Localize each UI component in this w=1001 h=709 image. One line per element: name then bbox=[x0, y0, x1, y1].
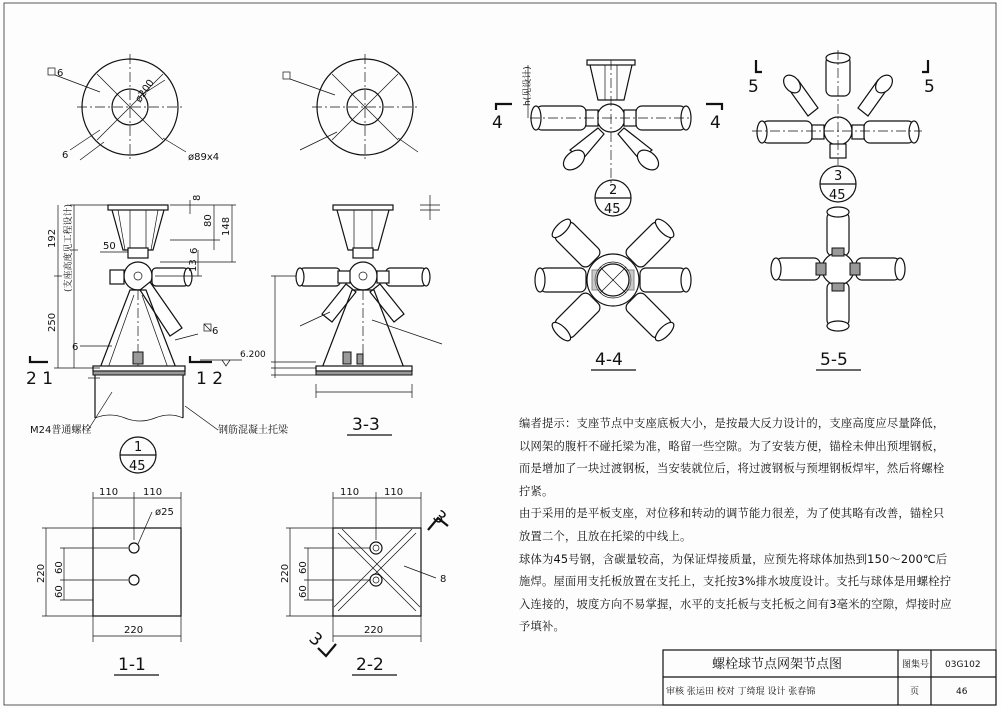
dim-60-b-2: 60 bbox=[298, 585, 309, 598]
dim-220-v-2: 220 bbox=[280, 563, 291, 583]
cut-5-right: 5 bbox=[924, 77, 935, 97]
page-number: 46 bbox=[956, 687, 968, 697]
elevation-mark: 6.200 bbox=[240, 350, 266, 360]
cut-mark-left: 2 1 bbox=[26, 369, 54, 389]
detail-ref-3 bbox=[820, 166, 856, 203]
dim-60-a-1: 60 bbox=[54, 561, 65, 574]
view-4-4 bbox=[535, 216, 691, 370]
detail-ref-3-sheet: 45 bbox=[829, 188, 846, 203]
dim-13: 13 bbox=[188, 259, 199, 272]
detail-ref-1 bbox=[120, 437, 156, 474]
bolt-label: M24普通螺栓 bbox=[30, 425, 92, 436]
drawing-title: 螺栓球节点网架节点图 bbox=[712, 657, 843, 672]
height-note: (支座高度见工程设计) bbox=[64, 203, 74, 292]
view-5-5-title: 5-5 bbox=[820, 350, 848, 370]
detail-ref-2 bbox=[595, 180, 631, 217]
note-paragraph-2: 由于采用的是平板支座，对位移和转动的调节能力很差，为了使其略有改善，锚栓只放置二个，且放在托梁的中线上。 bbox=[519, 507, 945, 543]
dim-250-left: 250 bbox=[47, 312, 58, 332]
cut-mark-right: 1 2 bbox=[196, 369, 224, 389]
title-block bbox=[663, 650, 996, 705]
dim-60-b-1: 60 bbox=[54, 585, 65, 598]
detail-ref-2-num: 2 bbox=[609, 183, 618, 198]
elevation-2 bbox=[492, 60, 722, 185]
dim-80: 80 bbox=[203, 214, 214, 227]
page-label: 页 bbox=[910, 687, 920, 697]
plan-view-left bbox=[48, 54, 219, 163]
weld-8-2: 8 bbox=[440, 574, 447, 585]
dim-50: 50 bbox=[103, 241, 116, 252]
signature-row: 审核 张运田 校对 丁绮琨 设计 张春锦 bbox=[666, 687, 816, 697]
dim-192: 192 bbox=[47, 228, 58, 248]
view-1-1-title: 1-1 bbox=[118, 655, 146, 675]
view-3-3-title: 3-3 bbox=[352, 415, 380, 435]
elevation-3 bbox=[748, 50, 935, 165]
dim-6: 6 bbox=[189, 247, 200, 254]
cut-5-left: 5 bbox=[748, 77, 759, 97]
pipe-label: ø89x4 bbox=[188, 152, 220, 163]
dim-110-a-1: 110 bbox=[99, 487, 119, 498]
weld-label-6b: 6 bbox=[62, 150, 69, 161]
cut-4-right: 4 bbox=[710, 113, 721, 133]
detail-ref-1-num: 1 bbox=[134, 440, 143, 455]
weld-6-elev-left: 6 bbox=[72, 342, 79, 353]
dim-8-top: 8 bbox=[192, 194, 203, 201]
plan-view-mid bbox=[283, 54, 418, 160]
atlas-label: 图集号 bbox=[902, 660, 930, 670]
dim-220-v-1: 220 bbox=[36, 563, 47, 583]
dim-d25: ø25 bbox=[155, 507, 174, 518]
elevation-1 bbox=[26, 195, 289, 436]
view-4-4-title: 4-4 bbox=[595, 350, 623, 370]
view-3-3 bbox=[271, 195, 442, 435]
view-1-1 bbox=[36, 487, 181, 675]
dim-220-h-1: 220 bbox=[124, 625, 144, 636]
weld-symbol-6: 6 bbox=[57, 68, 64, 79]
cut-3-bottom: 3 bbox=[304, 628, 326, 651]
design-notes bbox=[519, 413, 953, 639]
dim-110-a-2: 110 bbox=[340, 487, 360, 498]
view-2-2-title: 2-2 bbox=[356, 655, 384, 675]
dim-220-h-2: 220 bbox=[364, 625, 384, 636]
dim-d200: ø200 bbox=[133, 77, 157, 105]
dim-110-b-1: 110 bbox=[143, 487, 163, 498]
cut-4-left: 4 bbox=[492, 113, 503, 133]
dim-60-a-2: 60 bbox=[298, 561, 309, 574]
weld-symbol-6-elev: 6 bbox=[212, 326, 219, 337]
view-5-5 bbox=[771, 207, 905, 370]
view-2-2 bbox=[280, 487, 450, 675]
detail-ref-1-sheet: 45 bbox=[129, 459, 146, 474]
detail-ref-3-num: 3 bbox=[834, 169, 843, 184]
dim-110-b-2: 110 bbox=[384, 487, 404, 498]
note-paragraph-1: 编者提示：支座节点中支座底板大小，是按最大反力设计的，支座高度应尽量降低，以网架的腹杆不碰托梁为准，略留一些空隙。为了安装方便，锚栓未伸出预埋钢板，而是增加了一块过渡钢板，当安装就位后，将过渡钢板与预埋钢板焊牢，然后将螺栓拧紧。 bbox=[519, 417, 945, 498]
height-label-2: h(见设计) bbox=[523, 66, 533, 106]
atlas-number: 03G102 bbox=[945, 660, 981, 670]
note-paragraph-3: 球体为45号钢，含碳量较高，为保证焊接质量，应预先将球体加热到150～200℃后施焊。屋面用支托板放置在支托上，支托按3%排水坡度设计。支托与球体是用螺栓拧入连接的，坡度方向不易掌握，水平的支托板与支托板之间有3毫米的空隙，焊接时应予填补。 bbox=[519, 552, 952, 634]
beam-label: 钢筋混凝土托梁 bbox=[218, 425, 288, 436]
cut-3-top: 3 bbox=[428, 506, 450, 529]
detail-ref-2-sheet: 45 bbox=[604, 202, 621, 217]
dim-148: 148 bbox=[221, 216, 232, 236]
